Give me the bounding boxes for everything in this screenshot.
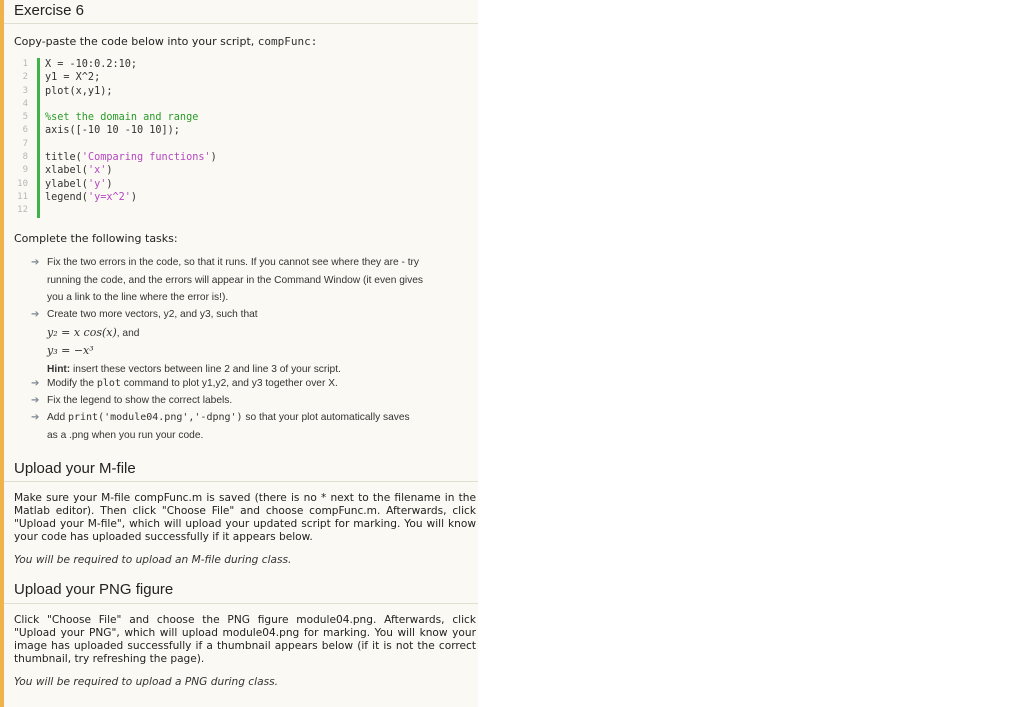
exercise-title: Exercise 6 [14, 2, 85, 19]
line-number: 1 [22, 59, 28, 69]
code-line [12, 138, 472, 151]
code-line [12, 191, 472, 204]
inline-code: print('module04.png','-dpng') [67, 412, 243, 423]
line-number: 4 [22, 98, 28, 109]
task-text: so that your plot automatically saves [242, 412, 410, 423]
code-token: ) [106, 165, 113, 177]
divider [4, 23, 478, 24]
code-line [12, 178, 472, 191]
task-item [31, 409, 467, 444]
task-text: command to plot y1,y2, and y3 together over X. [120, 378, 338, 389]
code-string: 'y' [87, 178, 107, 190]
line-number: 10 [17, 178, 28, 189]
intro-label: Copy-paste the code below into your script, [14, 35, 258, 48]
task-item [31, 306, 467, 378]
code-text: y1 = X^2; [45, 72, 101, 84]
code-line [12, 151, 472, 164]
code-string: 'Comparing functions' [81, 152, 211, 164]
task-text: Create two more vectors, y2, and y3, such that [47, 309, 258, 320]
code-line [12, 98, 472, 111]
code-text: X = -10:0.2:10; [45, 59, 138, 70]
intro-text [14, 35, 317, 48]
code-token: title( [45, 152, 82, 164]
code-token: legend( [45, 191, 88, 203]
upload-png-text: Click "Choose File" and choose the PNG figure module04.png. Afterwards, click "Upload your PNG", which will upload module04.png for marking. You will know your image has uploaded successfully if a thumbnail appears below (if it is not the correct thumbnail, try refreshing the page). [14, 614, 476, 665]
inline-code: plot [96, 378, 121, 389]
upload-mfile-title: Upload your M-file [14, 460, 136, 477]
upload-mfile-note: You will be required to upload an M-file during class. [14, 554, 292, 566]
code-line [12, 58, 472, 71]
code-comment: %set the domain and range [45, 112, 199, 124]
task-text: Add [47, 412, 68, 423]
code-token: ylabel( [45, 178, 88, 190]
task-text: you a link to the line where the error is!). [47, 292, 229, 303]
line-number: 3 [22, 85, 28, 96]
code-token: ) [130, 191, 138, 203]
task-item [31, 254, 467, 307]
code-text [45, 191, 137, 204]
code-token: ) [106, 178, 113, 190]
task-text: Fix the legend to show the correct labels. [47, 395, 233, 406]
code-token: ) [210, 152, 217, 164]
code-line [12, 71, 472, 84]
code-line [12, 164, 472, 177]
upload-mfile-text: Make sure your M-file compFunc.m is saved (there is no * next to the filename in the Matlab editor). Then click "Choose File" and choose compFunc.m. Afterwards, click "Upload your M-file", which will upload your updated script for marking. You will know your code has uploaded successfully if it appears below. [14, 492, 476, 543]
code-line [12, 204, 472, 217]
line-number: 8 [22, 152, 28, 163]
code-line [12, 124, 472, 137]
equation-y3: y₃ = −x³ [47, 344, 94, 357]
code-text [45, 151, 217, 164]
exercise-panel [0, 0, 478, 707]
line-number: 11 [17, 191, 28, 202]
code-token: xlabel( [45, 165, 88, 177]
task-text: Modify the [47, 378, 97, 389]
divider [4, 481, 478, 482]
intro-filename: compFunc: [257, 35, 318, 48]
line-number: 12 [17, 205, 28, 216]
code-text: axis([-10 10 -10 10]); [45, 125, 180, 137]
hint-label: Hint: [47, 363, 71, 375]
task-text: as a .png when you run your code. [47, 429, 204, 441]
line-number: 9 [22, 165, 28, 176]
code-line [12, 85, 472, 98]
tasks-heading: Complete the following tasks: [14, 232, 178, 245]
arrow-bullet-icon: ➔ [31, 378, 40, 389]
code-block[interactable] [12, 58, 472, 218]
task-item [31, 375, 467, 393]
arrow-bullet-icon: ➔ [31, 257, 40, 268]
line-number: 2 [22, 72, 28, 83]
task-text: Fix the two errors in the code, so that it runs. If you cannot see where they are - try [47, 257, 420, 268]
code-line [12, 111, 472, 124]
arrow-bullet-icon: ➔ [31, 395, 40, 406]
task-text: running the code, and the errors will appear in the Command Window (it even gives [47, 274, 424, 286]
arrow-bullet-icon: ➔ [31, 412, 40, 423]
code-text: plot(x,y1); [45, 85, 113, 97]
task-item [31, 392, 467, 410]
line-number: 5 [22, 112, 28, 123]
code-string: 'x' [87, 165, 107, 177]
task-text: , and [116, 327, 140, 339]
code-text [45, 164, 112, 177]
divider [4, 603, 478, 604]
upload-png-title: Upload your PNG figure [14, 581, 174, 598]
line-number: 6 [22, 125, 28, 136]
equation-y2: y₂ = x cos(x) [47, 325, 117, 339]
upload-png-note: You will be required to upload a PNG during class. [14, 676, 278, 688]
line-number: 7 [22, 138, 28, 149]
code-text [45, 178, 112, 191]
hint-text: insert these vectors between line 2 and line 3 of your script. [70, 363, 341, 375]
code-string: 'y=x^2' [87, 191, 131, 203]
arrow-bullet-icon: ➔ [31, 309, 40, 320]
